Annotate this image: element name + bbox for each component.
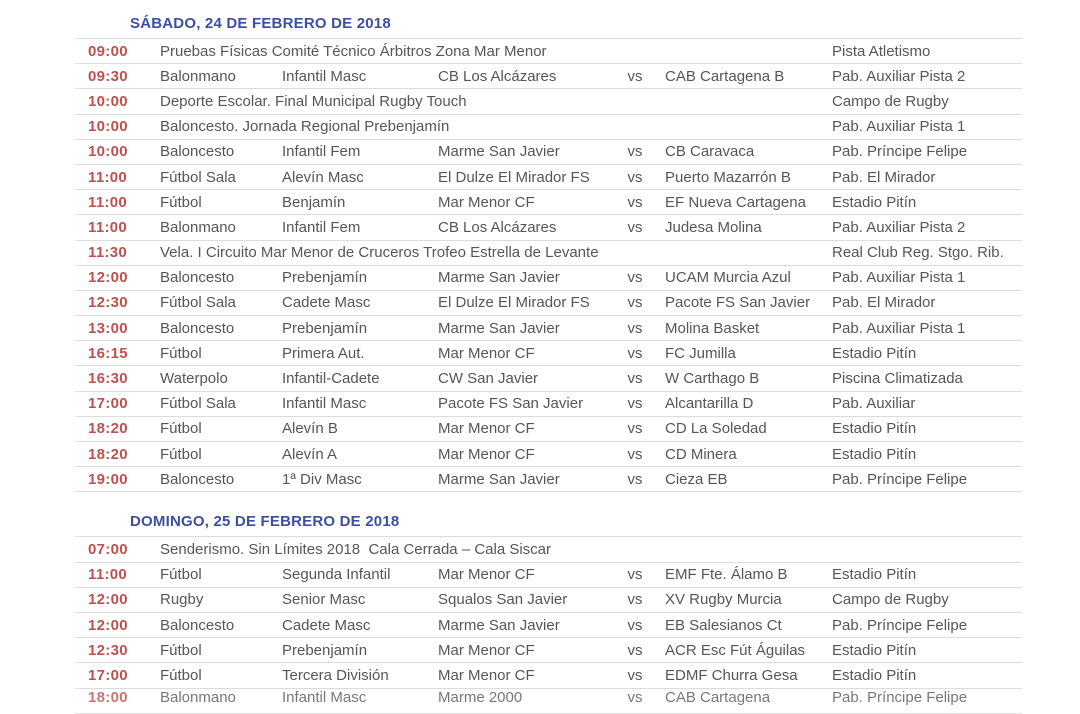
vs-label: vs: [627, 294, 643, 312]
time-cell: 16:15: [88, 344, 128, 362]
vs-label: vs: [627, 470, 643, 488]
section-date-header: DOMINGO, 25 DE FEBRERO DE 2018: [130, 513, 400, 531]
venue-cell: Pab. Príncipe Felipe: [832, 470, 968, 488]
venue-cell: Estadio Pitín: [832, 193, 917, 211]
match-row: [75, 366, 1022, 391]
match-row: [75, 442, 1022, 467]
sport-cell: Fútbol: [160, 193, 202, 211]
home-team-cell: Squalos San Javier: [438, 591, 568, 609]
venue-cell: Estadio Pitín: [832, 666, 917, 684]
vs-label: vs: [627, 319, 643, 337]
home-team-cell: CB Los Alcázares: [438, 67, 557, 85]
vs-label: vs: [627, 420, 643, 438]
venue-cell: Pab. Auxiliar Pista 1: [832, 319, 966, 337]
event-description-cell: Senderismo. Sin Límites 2018 Cala Cerrada – Cala Siscar: [160, 540, 552, 558]
home-team-cell: Mar Menor CF: [438, 666, 535, 684]
venue-cell: Pab. Auxiliar: [832, 395, 916, 413]
venue-cell: Pab. Auxiliar Pista 2: [832, 218, 966, 236]
venue-cell: Campo de Rugby: [832, 92, 949, 110]
away-team-cell: Alcantarilla D: [665, 395, 754, 413]
away-team-cell: FC Jumilla: [665, 344, 736, 362]
category-cell: Tercera División: [282, 666, 389, 684]
vs-label: vs: [627, 591, 643, 609]
vs-label: vs: [627, 67, 643, 85]
time-cell: 19:00: [88, 470, 128, 488]
category-cell: Prebenjamín: [282, 641, 368, 659]
sport-cell: Fútbol: [160, 666, 202, 684]
away-team-cell: CAB Cartagena: [665, 688, 771, 706]
time-cell: 13:00: [88, 319, 128, 337]
away-team-cell: CD La Soledad: [665, 420, 767, 438]
home-team-cell: Marme San Javier: [438, 269, 560, 287]
time-cell: 10:00: [88, 118, 128, 136]
category-cell: Infantil Fem: [282, 218, 361, 236]
time-cell: 11:00: [88, 218, 128, 236]
category-cell: Primera Aut.: [282, 344, 365, 362]
vs-label: vs: [627, 168, 643, 186]
event-description-cell: Deporte Escolar. Final Municipal Rugby Touch: [160, 92, 467, 110]
vs-label: vs: [627, 370, 643, 388]
sport-cell: Balonmano: [160, 688, 236, 706]
venue-cell: Campo de Rugby: [832, 591, 949, 609]
sport-cell: Baloncesto: [160, 143, 235, 161]
section-rows: [75, 38, 1022, 492]
category-cell: Infantil Masc: [282, 395, 367, 413]
away-team-cell: Puerto Mazarrón B: [665, 168, 791, 186]
category-cell: Infantil Masc: [282, 688, 367, 706]
vs-label: vs: [627, 143, 643, 161]
venue-cell: Estadio Pitín: [832, 566, 917, 584]
venue-cell: Pab. El Mirador: [832, 168, 936, 186]
category-cell: Alevín B: [282, 420, 338, 438]
match-row: [75, 392, 1022, 417]
sport-cell: Fútbol: [160, 420, 202, 438]
venue-cell: Pab. Príncipe Felipe: [832, 143, 968, 161]
schedule-section: [75, 14, 1022, 492]
sport-cell: Baloncesto: [160, 470, 235, 488]
vs-label: vs: [627, 688, 643, 706]
home-team-cell: Marme San Javier: [438, 616, 560, 634]
away-team-cell: CD Minera: [665, 445, 737, 463]
category-cell: Infantil Masc: [282, 67, 367, 85]
match-row: [75, 215, 1022, 240]
home-team-cell: Mar Menor CF: [438, 566, 535, 584]
vs-label: vs: [627, 193, 643, 211]
match-row: [75, 588, 1022, 613]
event-row: [75, 241, 1022, 266]
sport-cell: Fútbol Sala: [160, 294, 236, 312]
home-team-cell: Mar Menor CF: [438, 193, 535, 211]
match-row: [75, 613, 1022, 638]
vs-label: vs: [627, 218, 643, 236]
vs-label: vs: [627, 641, 643, 659]
home-team-cell: El Dulze El Mirador FS: [438, 168, 590, 186]
time-cell: 11:00: [88, 566, 128, 584]
time-cell: 11:30: [88, 244, 128, 262]
category-cell: Infantil Fem: [282, 143, 361, 161]
sport-cell: Balonmano: [160, 218, 236, 236]
away-team-cell: EB Salesianos Ct: [665, 616, 782, 634]
venue-cell: Pab. Príncipe Felipe: [832, 616, 968, 634]
away-team-cell: W Carthago B: [665, 370, 760, 388]
category-cell: Prebenjamín: [282, 269, 368, 287]
away-team-cell: Judesa Molina: [665, 218, 762, 236]
category-cell: Cadete Masc: [282, 616, 371, 634]
vs-label: vs: [627, 269, 643, 287]
category-cell: Infantil-Cadete: [282, 370, 380, 388]
sport-cell: Balonmano: [160, 67, 236, 85]
time-cell: 10:00: [88, 92, 128, 110]
category-cell: Alevín Masc: [282, 168, 364, 186]
home-team-cell: Mar Menor CF: [438, 420, 535, 438]
category-cell: Segunda Infantil: [282, 566, 391, 584]
venue-cell: Estadio Pitín: [832, 445, 917, 463]
time-cell: 12:00: [88, 591, 128, 609]
away-team-cell: Cieza EB: [665, 470, 728, 488]
time-cell: 11:00: [88, 168, 128, 186]
time-cell: 17:00: [88, 395, 128, 413]
match-row: [75, 467, 1022, 492]
time-cell: 11:00: [88, 193, 128, 211]
sport-cell: Baloncesto: [160, 319, 235, 337]
event-row: [75, 89, 1022, 114]
event-row: [75, 115, 1022, 140]
venue-cell: Estadio Pitín: [832, 420, 917, 438]
time-cell: 18:20: [88, 420, 128, 438]
home-team-cell: Marme San Javier: [438, 470, 560, 488]
home-team-cell: Marme San Javier: [438, 143, 560, 161]
sport-cell: Fútbol: [160, 344, 202, 362]
time-cell: 12:00: [88, 616, 128, 634]
home-team-cell: Pacote FS San Javier: [438, 395, 584, 413]
away-team-cell: EMF Fte. Álamo B: [665, 566, 788, 584]
venue-cell: Pab. Auxiliar Pista 1: [832, 118, 966, 136]
match-row: [75, 563, 1022, 588]
home-team-cell: Mar Menor CF: [438, 445, 535, 463]
match-row: [75, 165, 1022, 190]
venue-cell: Piscina Climatizada: [832, 370, 963, 388]
away-team-cell: Pacote FS San Javier: [665, 294, 811, 312]
match-row: [75, 140, 1022, 165]
away-team-cell: EDMF Churra Gesa: [665, 666, 798, 684]
vs-label: vs: [627, 616, 643, 634]
venue-cell: Pab. Auxiliar Pista 1: [832, 269, 966, 287]
vs-label: vs: [627, 344, 643, 362]
match-row: [75, 64, 1022, 89]
venue-cell: Estadio Pitín: [832, 641, 917, 659]
event-description-cell: Pruebas Físicas Comité Técnico Árbitros Zona Mar Menor: [160, 42, 547, 60]
away-team-cell: XV Rugby Murcia: [665, 591, 782, 609]
time-cell: 12:30: [88, 641, 128, 659]
category-cell: Senior Masc: [282, 591, 366, 609]
time-cell: 18:20: [88, 445, 128, 463]
match-row: [75, 417, 1022, 442]
category-cell: 1ª Div Masc: [282, 470, 362, 488]
category-cell: Alevín A: [282, 445, 338, 463]
match-row: [75, 316, 1022, 341]
sport-cell: Baloncesto: [160, 616, 235, 634]
sport-cell: Fútbol: [160, 445, 202, 463]
sport-cell: Waterpolo: [160, 370, 228, 388]
venue-cell: Pab. Príncipe Felipe: [832, 688, 968, 706]
schedule-section: [75, 512, 1022, 713]
match-row: [75, 266, 1022, 291]
home-team-cell: CB Los Alcázares: [438, 218, 557, 236]
section-date-header: SÁBADO, 24 DE FEBRERO DE 2018: [130, 15, 391, 32]
away-team-cell: EF Nueva Cartagena: [665, 193, 806, 211]
sport-cell: Fútbol Sala: [160, 168, 236, 186]
venue-cell: Estadio Pitín: [832, 344, 917, 362]
sport-cell: Fútbol: [160, 566, 202, 584]
home-team-cell: CW San Javier: [438, 370, 539, 388]
schedule-table: [75, 0, 1022, 714]
event-row: [75, 39, 1022, 64]
sport-cell: Fútbol Sala: [160, 395, 236, 413]
time-cell: 09:00: [88, 42, 128, 60]
venue-cell: Pista Atletismo: [832, 42, 931, 60]
sport-cell: Baloncesto: [160, 269, 235, 287]
away-team-cell: ACR Esc Fút Águilas: [665, 641, 806, 659]
match-row: [75, 689, 1022, 714]
time-cell: 16:30: [88, 370, 128, 388]
category-cell: Cadete Masc: [282, 294, 371, 312]
vs-label: vs: [627, 395, 643, 413]
time-cell: 12:30: [88, 294, 128, 312]
venue-cell: Real Club Reg. Stgo. Rib.: [832, 244, 1004, 262]
venue-cell: Pab. Auxiliar Pista 2: [832, 67, 966, 85]
vs-label: vs: [627, 666, 643, 684]
venue-cell: Pab. El Mirador: [832, 294, 936, 312]
event-description-cell: Baloncesto. Jornada Regional Prebenjamín: [160, 118, 450, 136]
sport-cell: Rugby: [160, 591, 204, 609]
category-cell: Prebenjamín: [282, 319, 368, 337]
home-team-cell: Marme San Javier: [438, 319, 560, 337]
event-row: [75, 537, 1022, 562]
section-rows: [75, 536, 1022, 713]
home-team-cell: El Dulze El Mirador FS: [438, 294, 590, 312]
home-team-cell: Mar Menor CF: [438, 641, 535, 659]
vs-label: vs: [627, 445, 643, 463]
time-cell: 17:00: [88, 666, 128, 684]
away-team-cell: Molina Basket: [665, 319, 760, 337]
sport-cell: Fútbol: [160, 641, 202, 659]
category-cell: Benjamín: [282, 193, 346, 211]
home-team-cell: Marme 2000: [438, 688, 523, 706]
away-team-cell: CAB Cartagena B: [665, 67, 785, 85]
away-team-cell: UCAM Murcia Azul: [665, 269, 791, 287]
event-description-cell: Vela. I Circuito Mar Menor de Cruceros Trofeo Estrella de Levante: [160, 244, 599, 262]
home-team-cell: Mar Menor CF: [438, 344, 535, 362]
match-row: [75, 190, 1022, 215]
time-cell: 10:00: [88, 143, 128, 161]
time-cell: 12:00: [88, 269, 128, 287]
away-team-cell: CB Caravaca: [665, 143, 755, 161]
time-cell: 09:30: [88, 67, 128, 85]
time-cell: 07:00: [88, 540, 128, 558]
time-cell: 18:00: [88, 688, 128, 706]
match-row: [75, 341, 1022, 366]
match-row: [75, 291, 1022, 316]
match-row: [75, 663, 1022, 688]
match-row: [75, 638, 1022, 663]
vs-label: vs: [627, 566, 643, 584]
